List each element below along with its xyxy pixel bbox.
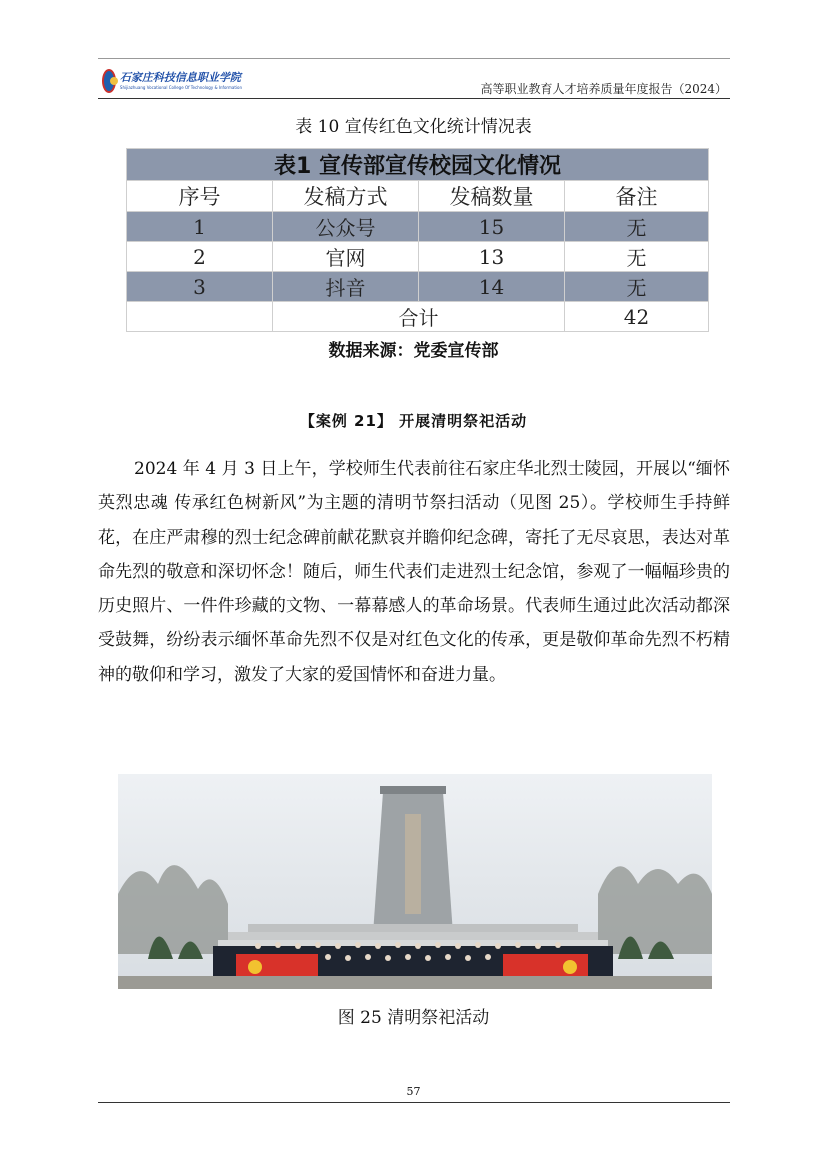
table-cell: 无 [565, 212, 709, 242]
table-cell: 官网 [273, 242, 419, 272]
header-cell: 发稿方式 [273, 181, 419, 212]
table-cell: 15 [419, 212, 565, 242]
table-row [127, 272, 709, 302]
table-title-row [127, 149, 709, 181]
header-rule [98, 98, 730, 99]
report-title: 高等职业教育人才培养质量年度报告（2024） [480, 82, 727, 96]
case-title: 【案例 21】 开展清明祭祀活动 [299, 412, 528, 430]
case-paragraph [98, 452, 730, 692]
footer-rule [98, 1102, 730, 1103]
case-paragraph-text: 2024 年 4 月 3 日上午，学校师生代表前往石家庄华北烈士陵园，开展以“缅怀英烈忠魂 传承红色树新风”为主题的清明节祭扫活动（见图 25）。学校师生手持鲜花，在庄严肃穆的烈士纪念碑前献花默哀并瞻仰纪念碑，寄托了无尽哀思，表达对革命先烈的敬意和深切怀念！随后，师生代表们走进烈士纪念馆，参观了一幅幅珍贵的历史照片、一件件珍藏的文物、一幕幕感人的革命场景。代表师生通过此次活动都深受鼓舞，纷纷表示缅怀革命先烈不仅是对红色文化的传承，更是敬仰革命先烈不朽精神的敬仰和学习，激发了大家的爱国情怀和奋进力量。 [98, 459, 730, 685]
table-cell: 无 [565, 242, 709, 272]
table-cell: 13 [419, 242, 565, 272]
total-label: 合计 [273, 302, 565, 332]
header-cell: 序号 [127, 181, 273, 212]
header-cell: 发稿数量 [419, 181, 565, 212]
logo-english-name: Shijiazhuang Vocational College Of Technology & Information [119, 85, 242, 90]
table-cell: 3 [127, 272, 273, 302]
table-row [127, 242, 709, 272]
table-cell: 无 [565, 272, 709, 302]
memorial-photo-image [118, 774, 712, 989]
publicity-table [126, 148, 709, 332]
logo-chinese-name: 石家庄科技信息职业学院 [119, 71, 241, 84]
table-header-row [127, 181, 709, 212]
header-top-rule [98, 58, 730, 59]
table-row [127, 212, 709, 242]
table-cell: 2 [127, 242, 273, 272]
table-total-row [127, 302, 709, 332]
table-cell: 1 [127, 212, 273, 242]
table-cell [127, 302, 273, 332]
college-seal-icon [102, 69, 116, 93]
page-number: 57 [406, 1085, 421, 1098]
college-logo [102, 66, 242, 96]
total-value: 42 [565, 302, 709, 332]
header-cell: 备注 [565, 181, 709, 212]
table-cell: 抖音 [273, 272, 419, 302]
table-title: 表1 宣传部宣传校园文化情况 [127, 149, 709, 181]
table-cell: 公众号 [273, 212, 419, 242]
figure-caption: 图 25 清明祭祀活动 [337, 1008, 490, 1028]
table-caption: 表 10 宣传红色文化统计情况表 [295, 117, 532, 137]
memorial-photo [118, 774, 712, 989]
data-source: 数据来源：党委宣传部 [328, 341, 499, 361]
table-cell: 14 [419, 272, 565, 302]
